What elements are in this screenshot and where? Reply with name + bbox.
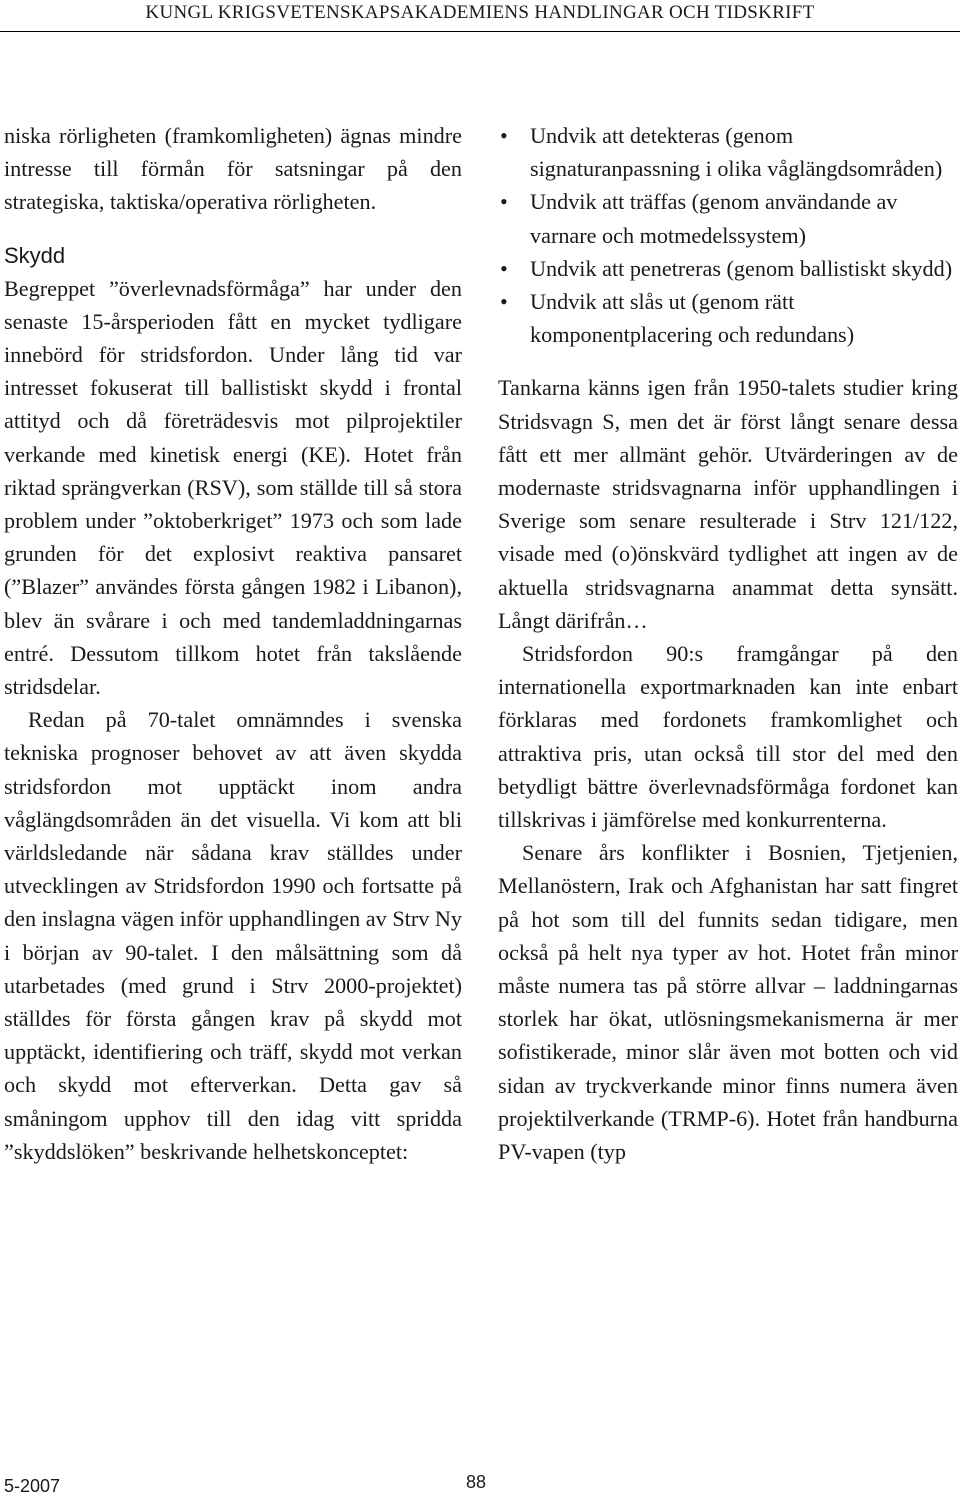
bullet-icon: • <box>500 123 508 148</box>
left-column <box>4 119 462 1168</box>
list-item <box>498 185 958 251</box>
page-number: 88 <box>466 1472 487 1492</box>
bullet-icon: • <box>500 189 508 215</box>
bullet-icon: • <box>500 255 508 281</box>
paragraph: Begreppet ”överlevnadsförmåga” har under den senaste 15-årsperioden fått en mycket tydligare innebörd för stridsfordon. Under lång tid var intresset fokuserat till ballistiskt skydd i frontal attityd och då företrädesvis mot pilprojektiler verkande med kinetisk energi (KE). Hotet från riktad sprängverkan (RSV), som ställde till så stora problem under ”oktoberkriget” 1973 och som lade grunden för det explosivt reaktiva pansaret (”Blazer” användes första gången 1982 i Libanon), blev än svårare i och med tandemladdningarnas entré. Dessutom tillkom hotet från takslående stridsdelar. <box>4 275 462 700</box>
paragraph: Stridsfordon 90:s framgångar på den internationella exportmarknaden kan inte enbart förklaras med fordonets framkomlighet och attraktiva pris, utan också till stor del med den betydligt bättre överlevnadsförmåga fordonet kan tillskrivas i jämförelse med konkurrenterna. <box>498 641 958 833</box>
list-item-text: Undvik att detekteras (genom signaturanpassning i olika våglängdsområden) <box>530 123 943 182</box>
right-column <box>498 119 958 1168</box>
list-item <box>498 252 958 285</box>
header-rule <box>0 31 960 32</box>
list-item <box>498 119 958 185</box>
list-item-text: Undvik att slås ut (genom rätt komponentplacering och redundans) <box>530 289 855 348</box>
paragraph: Senare års konflikter i Bosnien, Tjetjenien, Mellanöstern, Irak och Afghanistan har satt fingret på hot som till del funnits sedan tidigare, men också på helt nya typer av hot. Hotet från minor måste numera tas på större allvar – laddningarnas storlek har ökat, utlösningsmekanismerna är mer sofistikerade, minor slår även mot botten och vid sidan av tryckverkande minor finns numera även projektilverkande (TRMP-6). Hotet från handburna PV-vapen (typ <box>498 840 958 1165</box>
list-item-text: Undvik att penetreras (genom ballistiskt skydd) <box>530 255 953 281</box>
list-item <box>498 285 958 351</box>
section-heading: Skydd <box>4 242 66 268</box>
issue-label: 5-2007 <box>4 1476 61 1496</box>
paragraph: Redan på 70-talet omnämndes i svenska tekniska prognoser behovet av att även skydda stridsfordon mot upptäckt inom andra våglängdsområden än det visuella. Vi kom att bli världsledande när sådana krav ställdes under utvecklingen av Stridsfordon 1990 och fortsatte på den inslagna vägen inför upphandlingen av Strv Ny i början av 90-talet. I den målsättning som då utarbetades (med grund i Strv 2000-projektet) ställdes för första gången krav på skydd mot upptäckt, identifiering och träff, skydd mot verkan och skydd mot efterverkan. Detta gav så småningom upphov till den idag vitt spridda ”skyddslöken” beskrivande helhetskonceptet: <box>4 707 462 1164</box>
bullet-icon: • <box>500 289 508 315</box>
bullet-list <box>498 119 958 351</box>
list-item-text: Undvik att träffas (genom användande av varnare och motmedelssystem) <box>530 189 898 248</box>
paragraph: Tankarna känns igen från 1950-talets studier kring Stridsvagn S, men det är först långt senare dessa fått ett mer allmänt gehör. Utvärderingen av de modernaste stridsvagnarna inför upphandlingen i Sverige som senare resulterade i Strv 121/122, visade med (o)önskvärd tydlighet att ingen av de aktuella stridsvagnarna anammat detta synsätt. Långt därifrån… <box>498 375 958 633</box>
paragraph: niska rörligheten (framkomligheten) ägnas mindre intresse till förmån för satsningar på den strategiska, taktiska/operativa rörligheten. <box>4 123 462 215</box>
running-header: KUNGL KRIGSVETENSKAPSAKADEMIENS HANDLINGAR OCH TIDSKRIFT <box>145 2 815 23</box>
